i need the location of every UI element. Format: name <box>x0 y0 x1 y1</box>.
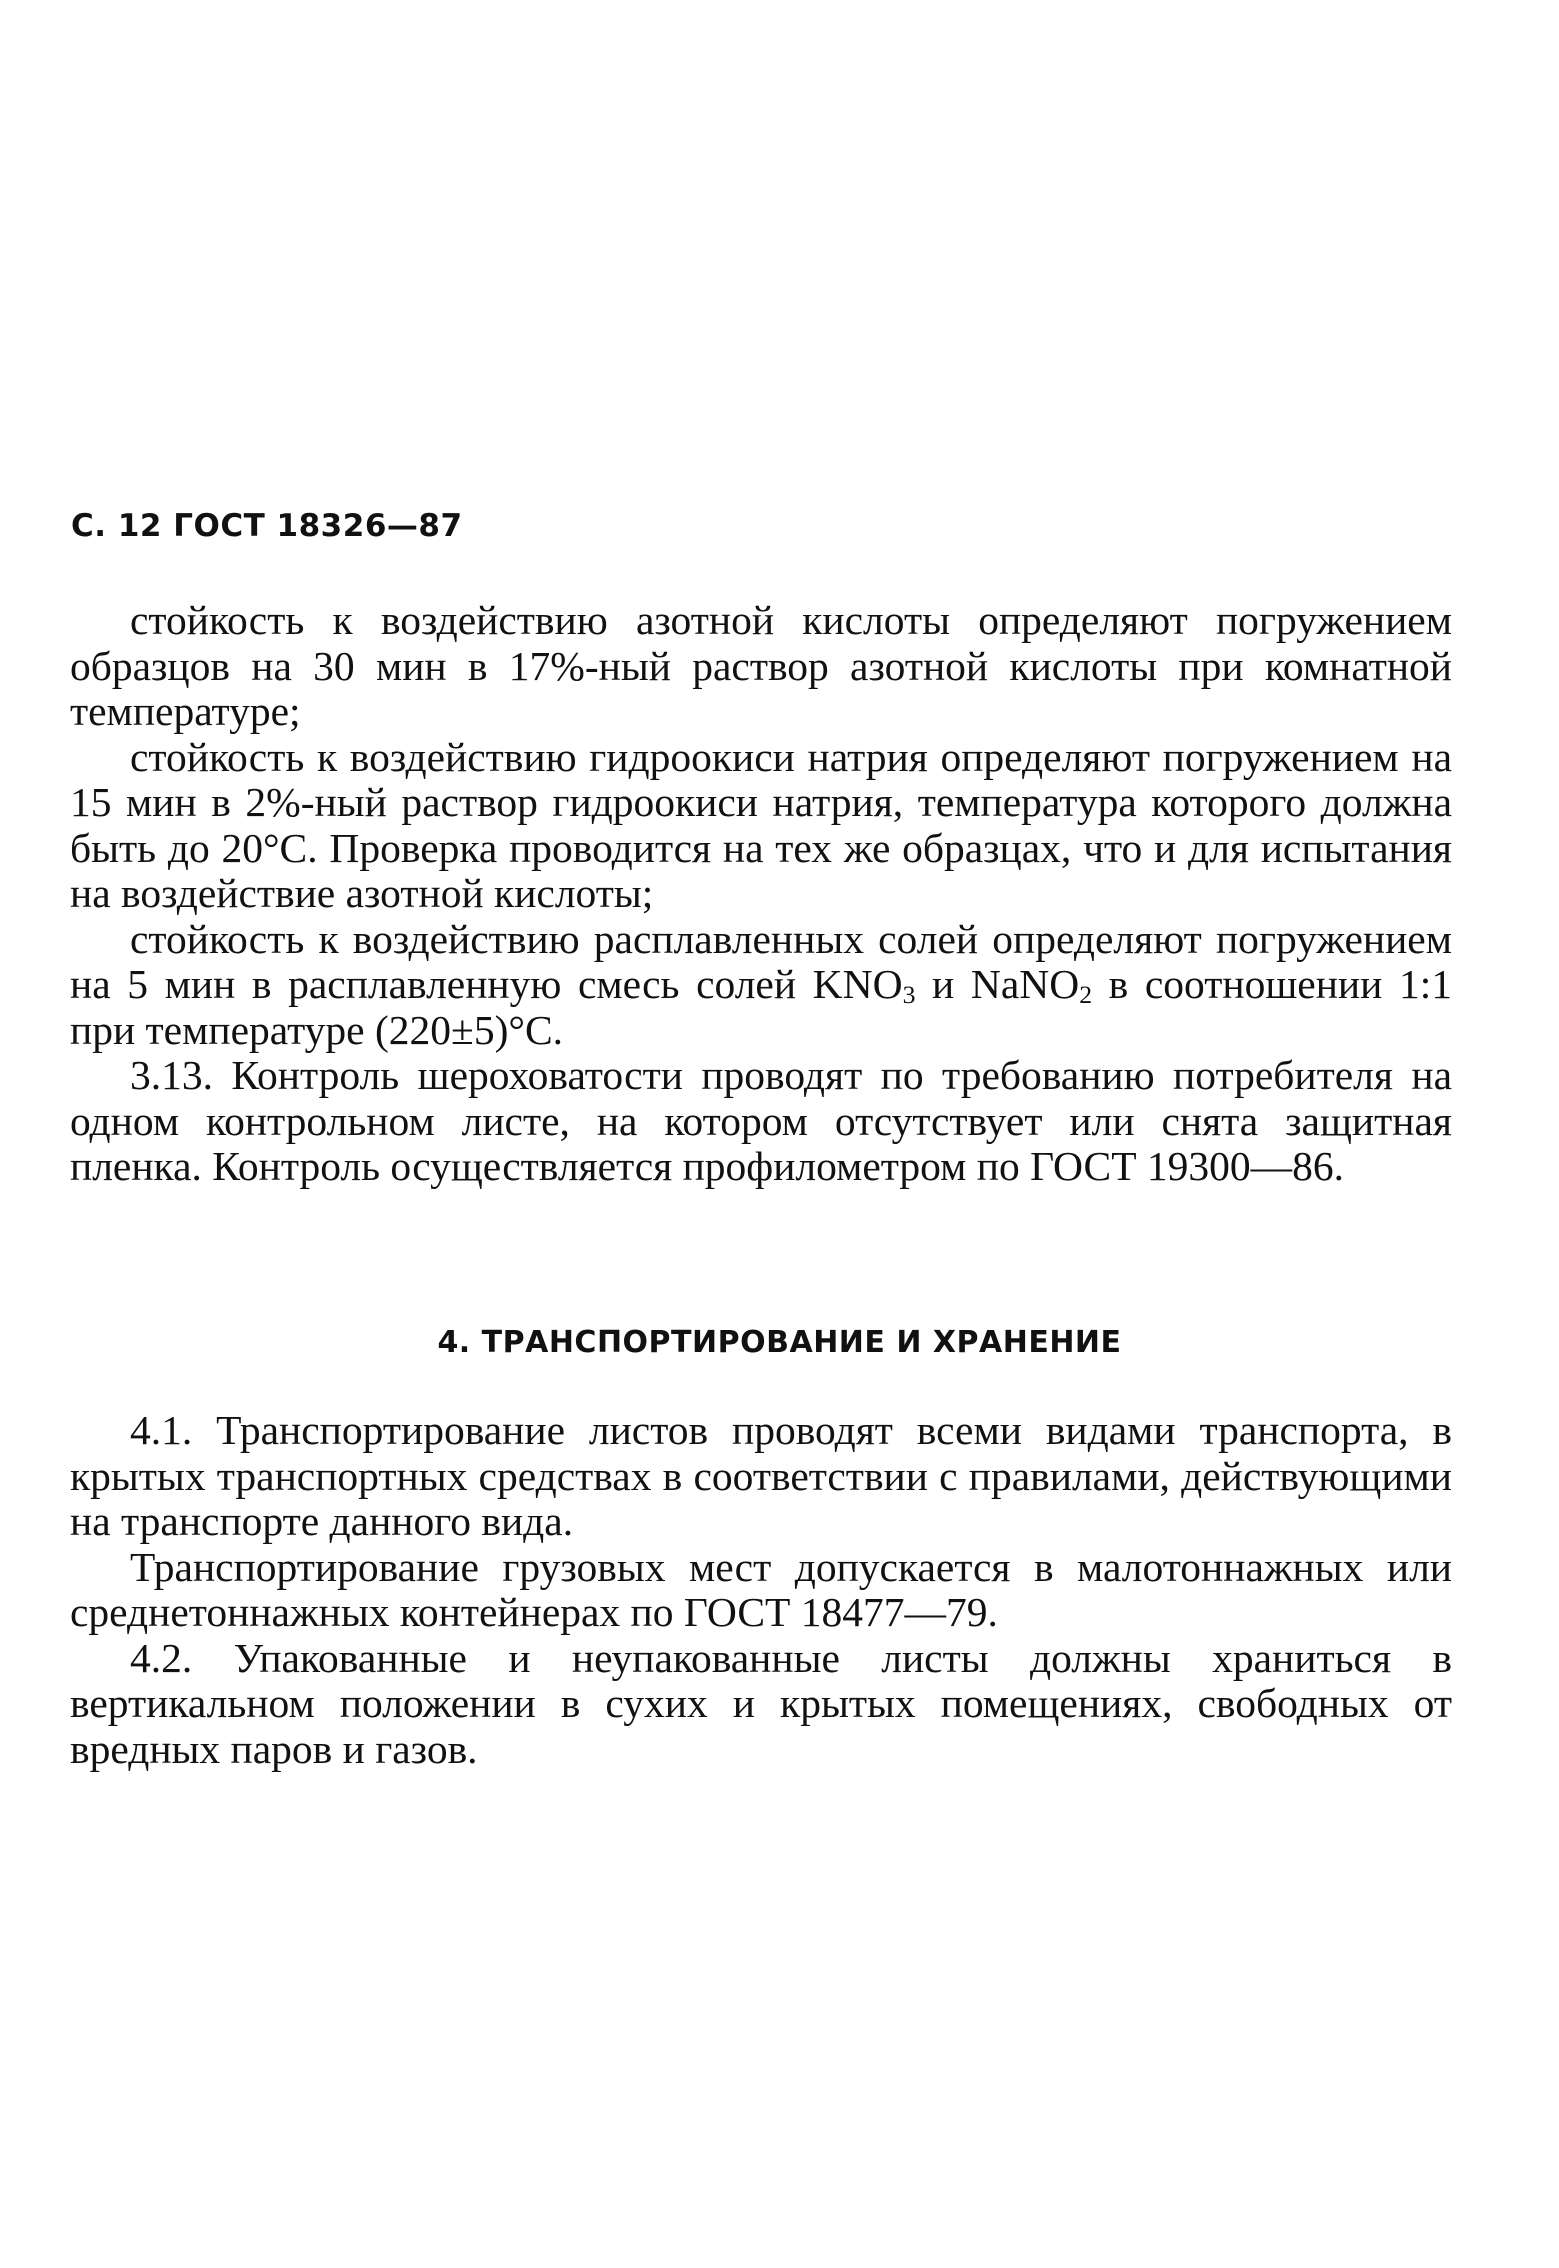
page-header: С. 12 ГОСТ 18326—87 <box>71 508 463 544</box>
paragraph-3-13: 3.13. Контроль шероховатости проводят по требованию потребителя на одном контрольном листе, на котором отсутствует или снята защитная пленка. Контроль осуществляется профилометром по ГОСТ 19300—86. <box>70 1052 1452 1189</box>
section-3-continuation <box>70 598 1452 1190</box>
paragraph-4-2: 4.2. Упакованные и неупакованные листы должны храниться в вертикальном положении в сухих и крытых помещениях, свободных от вредных паров и газов. <box>70 1634 1452 1772</box>
salts-text-before: стойкость к воздействию расплавленных солей определяют погружением на 5 мин в расплавленную смесь солей KNO <box>70 915 1452 1007</box>
paragraph-sodium-hydroxide: стойкость к воздействию гидроокиси натрия определяют погружением на 15 мин в 2%-ный раствор гидроокиси натрия, температура которого должна быть до 20°С. Проверка проводится на тех же образцах, что и для испытания на воздействие азотной кислоты; <box>70 733 1452 916</box>
paragraph-containers: Транспортирование грузовых мест допускается в малотоннажных или среднетоннажных контейнерах по ГОСТ 18477—79. <box>70 1543 1452 1635</box>
paragraph-molten-salts <box>70 917 1452 1054</box>
salts-subscript-1: 3 <box>902 980 916 1010</box>
salts-text-after: в соотношении 1:1 при температуре (220±5)°С. <box>70 961 1452 1053</box>
salts-subscript-2: 2 <box>1079 980 1093 1010</box>
salts-text-middle: и NaNO <box>915 961 1080 1007</box>
paragraph-4-1: 4.1. Транспортирование листов проводят всеми видами транспорта, в крытых транспортных средствах в соответствии с правилами, действующими на транспорте данного вида. <box>70 1407 1452 1544</box>
section-4-body <box>70 1408 1452 1772</box>
section-4-heading: 4. ТРАНСПОРТИРОВАНИЕ И ХРАНЕНИЕ <box>437 1325 1122 1360</box>
paragraph-nitric-acid: стойкость к воздействию азотной кислоты определяют погружением образцов на 30 мин в 17%-ный раствор азотной кислоты при комнатной температуре; <box>70 597 1452 734</box>
